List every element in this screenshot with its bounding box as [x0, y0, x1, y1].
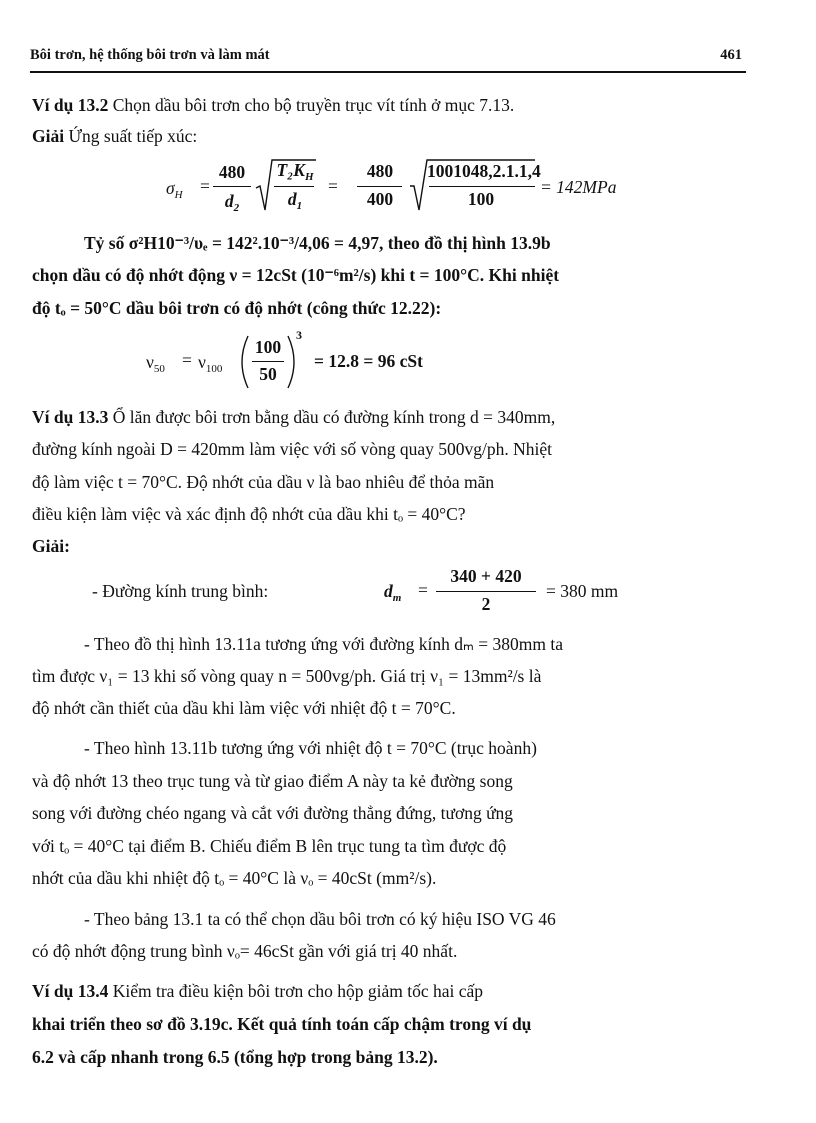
dm-label: - Đường kính trung bình: [92, 581, 269, 601]
eq-frac1-num: 480 [218, 162, 246, 182]
paragraph-chart-b-line4: với tₒ = 40°C tại điểm B. Chiếu điểm B lên trục tung ta tìm được độ [32, 836, 507, 856]
paragraph-chart-b-line3: song với đường chéo ngang và cắt với đường thẳng đứng, tương ứng [32, 803, 514, 823]
solution-label: Giải [32, 126, 65, 146]
example-label: Ví dụ 13.2 [32, 95, 109, 115]
eq2-equals: = [182, 350, 192, 370]
eq-frac2-den: 400 [366, 189, 394, 209]
dm-bar [436, 591, 536, 592]
eq2-result: = 12.8 = 96 cSt [314, 351, 423, 371]
example-13-2-statement [32, 94, 752, 116]
example-13-4-line1: Ví dụ 13.4 Kiểm tra điều kiện bôi trơn cho hộp giảm tốc hai cấp [32, 981, 484, 1001]
example-13-3-line2: đường kính ngoài D = 420mm làm việc với số vòng quay 500vg/ph. Nhiệt [32, 439, 553, 459]
dm-lhs: $d_m$ [384, 581, 402, 604]
eq-frac1-bar [213, 186, 251, 187]
dm-result: = 380 mm [546, 581, 619, 601]
eq-frac1-den: $d_2$ [224, 191, 240, 214]
paragraph-chart-b-line2: và độ nhớt 13 theo trục tung và từ giao điểm A này ta kẻ đường song [32, 771, 513, 791]
eq-equals: = [200, 176, 210, 196]
paragraph-chart-b-line5: nhớt của dầu khi nhiệt độ tₒ = 40°C là νₒ = 40cSt (mm²/s). [32, 868, 437, 888]
eq2-lhs: $\nu_{50}$ [146, 352, 165, 375]
eq-root2-den: 100 [467, 189, 495, 209]
example-label: Ví dụ 13.4 [32, 981, 109, 1001]
eq-result: = 142MPa [540, 177, 617, 197]
dm-den: 2 [481, 594, 491, 614]
page-number: 461 [720, 47, 742, 63]
solution-label: Giải: [32, 536, 70, 556]
paragraph-chart-b-line1: - Theo hình 13.11b tương ứng với nhiệt độ t = 70°C (trục hoành) [84, 738, 537, 758]
paragraph-table-line1: - Theo bảng 13.1 ta có thể chọn dầu bôi trơn có ký hiệu ISO VG 46 [84, 909, 556, 929]
eq2-den: 50 [259, 364, 277, 384]
paragraph-chart-a-line2: tìm được ν₁ = 13 khi số vòng quay n = 500vg/ph. Giá trị ν₁ = 13mm²/s là [32, 666, 542, 686]
eq-root2-num: 1001048,2.1.1,4 [427, 161, 541, 181]
paragraph-table-line2: có độ nhớt động trung bình νₒ= 46cSt gần với giá trị 40 nhất. [32, 941, 458, 961]
paragraph-chart-a-line3: độ nhớt cần thiết của dầu khi làm việc với nhiệt độ t = 70°C. [32, 698, 456, 718]
eq-root1-den: $d_1$ [287, 189, 303, 212]
example-text: Chọn dầu bôi trơn cho bộ truyền trục vít tính ở mục 7.13. [108, 95, 515, 115]
eq-equals-2: = [328, 176, 338, 196]
chapter-title: Bôi trơn, hệ thống bôi trơn và làm mát [30, 47, 270, 63]
eq-frac2-num: 480 [366, 161, 394, 181]
eq-lhs: $\sigma_H$ [166, 178, 183, 201]
example-label: Ví dụ 13.3 [32, 407, 109, 427]
example-13-3-line3: độ làm việc t = 70°C. Độ nhớt của dầu ν là bao nhiêu để thỏa mãn [32, 472, 495, 492]
paragraph-chart-a-line1: - Theo đồ thị hình 13.11a tương ứng với đường kính dₘ = 380mm ta [84, 634, 563, 654]
dm-equals: = [418, 580, 428, 600]
example-13-2-solution-intro [32, 125, 752, 147]
example-13-3-line4: điều kiện làm việc và xác định độ nhớt của dầu khi tₒ = 40°C? [32, 504, 466, 524]
eq-frac2-bar [357, 186, 402, 187]
example-13-4-line2: khai triển theo sơ đồ 3.19c. Kết quả tính toán cấp chậm trong ví dụ [32, 1014, 532, 1034]
solution-text: Ứng suất tiếp xúc: [64, 126, 198, 146]
eq-root1-bar [274, 186, 314, 187]
eq2-nu100: $\nu_{100}$ [198, 352, 223, 375]
eq2-exp: 3 [296, 328, 302, 342]
header-rule [30, 71, 746, 73]
eq-root2-bar [429, 186, 535, 187]
running-header [30, 47, 744, 69]
paragraph-ratio-line2: chọn dầu có độ nhớt động ν = 12cSt (10⁻⁶m²/s) khi t = 100°C. Khi nhiệt [32, 265, 560, 285]
example-13-4-line3: 6.2 và cấp nhanh trong 6.5 (tổng hợp trong bảng 13.2). [32, 1047, 438, 1067]
example-13-3-line1: Ví dụ 13.3 Ổ lăn được bôi trơn bằng dầu có đường kính trong d = 340mm, [32, 407, 556, 427]
eq2-bar [252, 361, 284, 362]
eq2-num: 100 [254, 337, 282, 357]
paragraph-ratio-line3: độ tₒ = 50°C dầu bôi trơn có độ nhớt (công thức 12.22): [32, 298, 442, 318]
dm-num: 340 + 420 [450, 566, 522, 586]
paragraph-ratio-line1: Tỷ số σ²H10⁻³/υₑ = 142².10⁻³/4,06 = 4,97, theo đồ thị hình 13.9b [84, 233, 551, 253]
eq-root1-num: $T_2K_H$ [276, 160, 314, 183]
